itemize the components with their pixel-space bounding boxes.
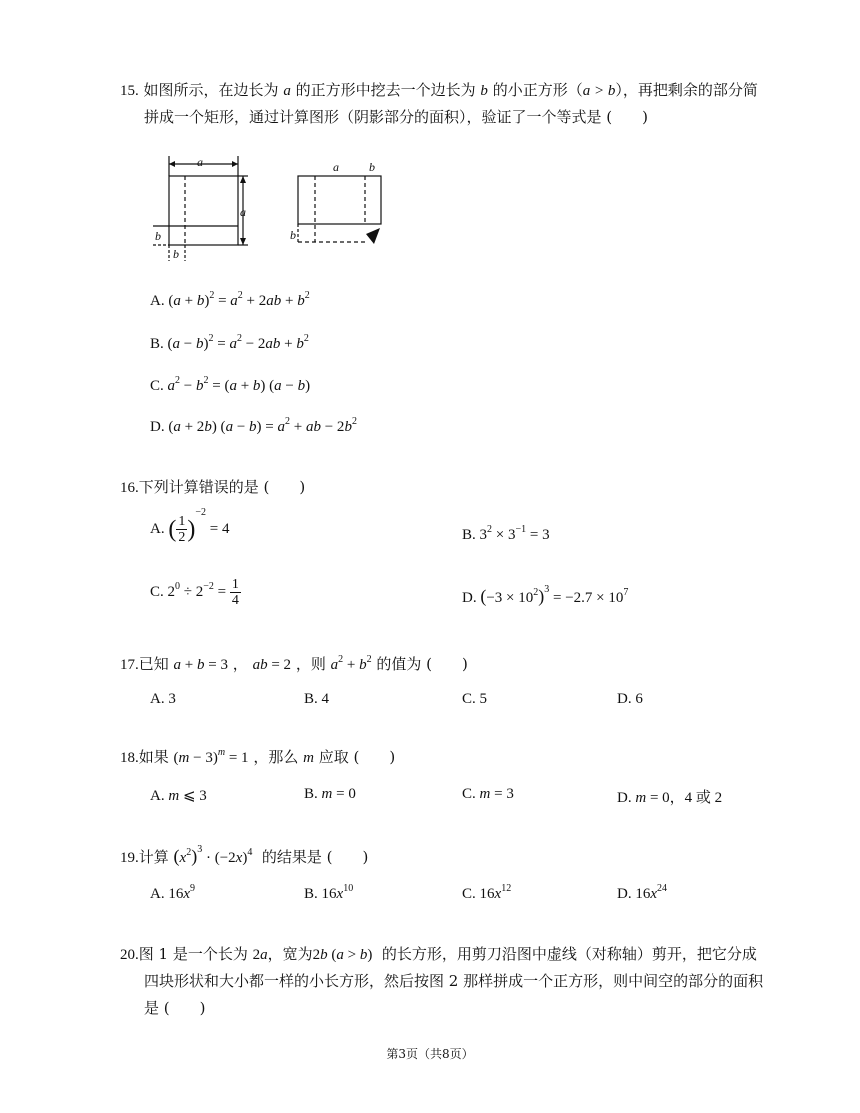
question-17: 17.已知 a + b = 3 ， ab = 2 ，则 $a^2 + b^2$ 的值为 ( ) [120, 654, 468, 673]
option-18-a[interactable]: A. m ⩽ 3 [150, 788, 207, 804]
option-16-d[interactable]: D. $(-3 \times 10^2)^3 = -2.7 \times 10^7$ [462, 584, 629, 606]
svg-text:b: b [173, 247, 179, 261]
question-18: 18.如果 $(m - 3)^m = 1$ ，那么 m 应取 ( ) [120, 747, 396, 766]
page-footer: 第3页（共8页） [386, 1047, 474, 1061]
option-18-d[interactable]: D. m = 0，4 或 2 [617, 790, 723, 806]
option-17-b[interactable]: B. 4 [304, 691, 330, 707]
option-16-c[interactable]: C. $2^0 \div 2^{-2}$ = $\frac{1}{4}$ [150, 577, 239, 608]
option-15-a[interactable]: A. $(a + b)^2 = a^2 + 2ab + b^2$ [150, 290, 310, 309]
option-18-b[interactable]: B. m = 0 [304, 786, 356, 802]
option-15-b[interactable]: B. $(a - b)^2 = a^2 - 2ab + b^2$ [150, 333, 309, 352]
question-20-line2: 四块形状和大小都一样的小长方形，然后按图 2 那样拼成一个正方形，则中间空的部分的面积 [144, 972, 764, 990]
question-15-line1: 15. 如图所示，在边长为 a 的正方形中挖去一个边长为 b 的小正方形（a > b），再把剩余的部分简 [120, 81, 758, 99]
option-17-d[interactable]: D. 6 [617, 691, 643, 707]
svg-text:b: b [369, 160, 375, 174]
svg-text:a: a [197, 155, 203, 169]
option-19-c[interactable]: C. $16x^{12}$ [462, 883, 512, 902]
question-19: 19.计算 $(x^2)^3 \cdot (-2x)^4$ 的结果是 ( ) [120, 844, 369, 866]
option-16-b[interactable]: B. $3^2 \times 3^{-1} = 3$ [462, 524, 550, 543]
option-17-c[interactable]: C. 5 [462, 691, 488, 707]
option-18-c[interactable]: C. m = 3 [462, 786, 514, 802]
question-16: 16.下列计算错误的是 ( ) [120, 478, 306, 496]
option-15-c[interactable]: C. $a^2 - b^2 = (a + b) (a - b)$ [150, 375, 311, 394]
svg-text:a: a [240, 205, 246, 219]
question-20-line3: 是 ( ) [144, 999, 206, 1017]
svg-text:b: b [155, 229, 161, 243]
option-17-a[interactable]: A. 3 [150, 691, 176, 707]
question-15-figure [148, 152, 408, 264]
option-16-a[interactable]: A. ( $\frac{1}{2}$ )$^{-2}$ = 4 [150, 507, 230, 546]
svg-text:b: b [290, 228, 296, 242]
question-15-line2: 拼成一个矩形，通过计算图形（阴影部分的面积），验证了一个等式是 ( ) [144, 108, 648, 126]
question-20-line1: 20.图 1 是一个长为 2a，宽为2b (a > b) 的长方形，用剪刀沿图中虚线（对称轴）剪开，把它分成 [120, 945, 757, 963]
option-19-a[interactable]: A. $16x^9$ [150, 883, 196, 902]
question-number: 15. [120, 83, 139, 99]
option-15-d[interactable]: D. (a + 2b) $(a - b) = a^2$ + ab − $2b^2$ [150, 416, 357, 435]
svg-text:a: a [333, 160, 339, 174]
option-19-b[interactable]: B. $16x^{10}$ [304, 883, 354, 902]
option-19-d[interactable]: D. $16x^{24}$ [617, 883, 668, 902]
